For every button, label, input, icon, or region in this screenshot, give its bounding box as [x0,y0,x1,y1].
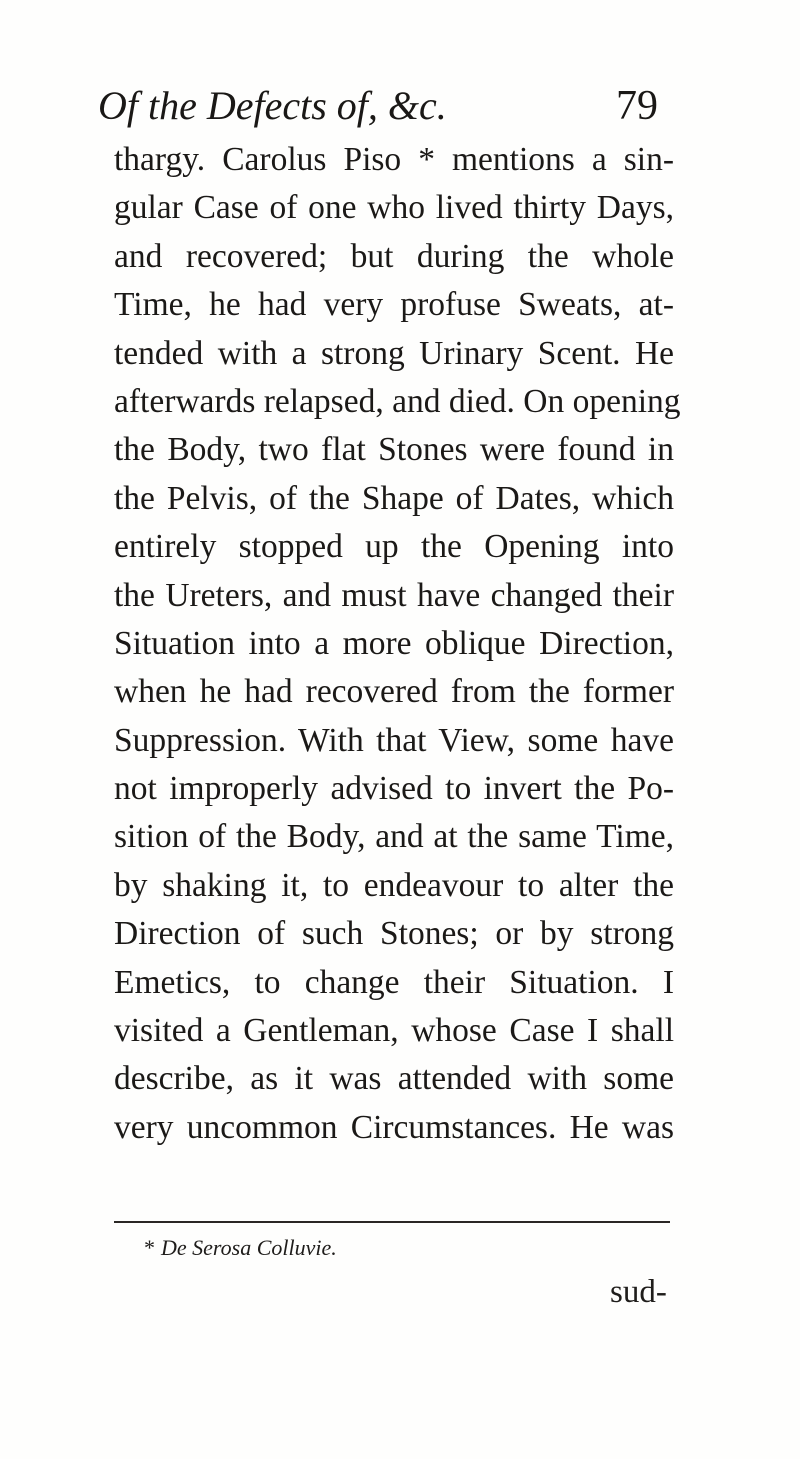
text-line: and recovered; but during the whole [114,237,674,275]
text-line: tended with a strong Urinary Scent. He [114,334,674,372]
body-text [114,136,681,1152]
text-line: thargy. Carolus Piso * mentions a sin- [114,141,674,178]
text-line: not improperly advised to invert the Po- [114,770,674,808]
text-line: the Body, two flat Stones were found in [114,431,674,469]
footnote-rule [114,1221,670,1223]
catchword: sud- [610,1274,667,1310]
text-line: Time, he had very profuse Sweats, at- [114,286,674,324]
text-line: entirely stopped up the Opening into [114,528,674,566]
text-line: visited a Gentleman, whose Case I shall [114,1012,674,1050]
text-line: Emetics, to change their Situation. I [114,963,674,1001]
text-line: afterwards relapsed, and died. On opening [114,382,681,420]
text-line: by shaking it, to endeavour to alter the [114,866,674,904]
running-head-title: Of the Defects of, &c. [98,83,447,128]
text-line: very uncommon Circumstances. He was [114,1108,674,1146]
footnote [144,1232,337,1264]
running-head [98,76,658,136]
text-line: the Pelvis, of the Shape of Dates, which [114,479,674,517]
text-line: the Ureters, and must have changed their [114,576,674,614]
page-number: 79 [616,83,658,129]
text-line: Direction of such Stones; or by strong [114,915,674,953]
text-line: when he had recovered from the former [114,673,674,711]
text-line: sition of the Body, and at the same Time, [114,818,674,856]
text-line: gular Case of one who lived thirty Days, [114,189,674,227]
text-line: describe, as it was attended with some [114,1060,674,1098]
footnote-mark: * [144,1235,155,1260]
text-line: Suppression. With that View, some have [114,721,674,759]
text-line: Situation into a more oblique Direction, [114,624,674,662]
footnote-text: De Serosa Colluvie. [161,1235,337,1260]
